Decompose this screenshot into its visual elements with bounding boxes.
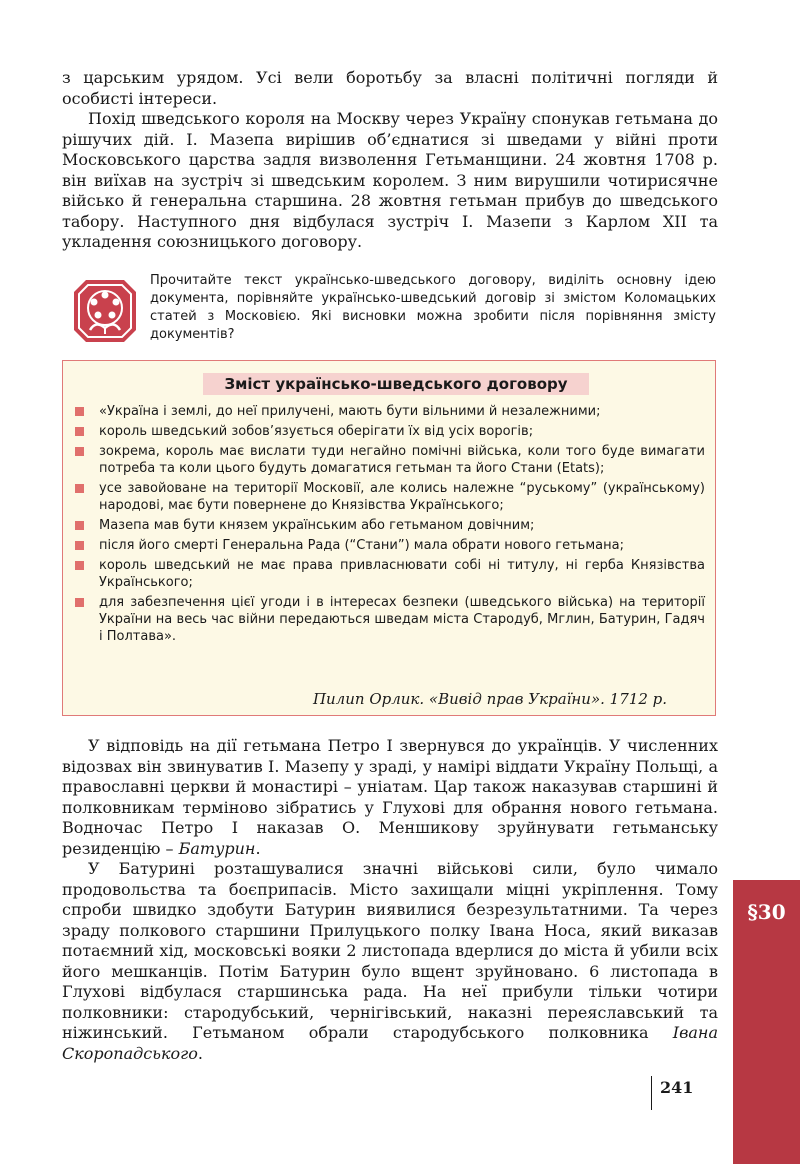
treaty-list: [75, 403, 705, 648]
divider: [651, 1076, 652, 1110]
treaty-box: [62, 360, 716, 716]
list-item: зокрема, король має вислати туди негайно помічні війська, коли того буде вимагати потреба та коли цього будуть домагатися гетьман та його Стани (Etats);: [75, 443, 705, 477]
paragraph: Похід шведського короля на Москву через Україну спонукав гетьмана до рішучих дій. І. Мазепа вирішив об’єднатися зі шведами у війні проти Московського царства задля визволення Гетьманщини. 24 жовтня 1708 р. він виїхав на зустріч зі шведським королем. З ним вирушили чотирисячне військо й генеральна старшина. 28 жовтня гетьман прибув до шведського табору. Наступного дня відбулася зустріч І. Мазепи з Карлом XII та укладення союзницького договору.: [62, 109, 718, 251]
list-item: усе завойоване на території Московії, але колись належне “руському” (українському) народові, має бути повернене до Князівства Українського;: [75, 480, 705, 514]
section-label: §30: [747, 900, 786, 924]
list-item: король шведський зобов’язується оберігати їх від усіх ворогів;: [75, 423, 705, 440]
bullet-icon: [75, 521, 84, 530]
bullet-icon: [75, 598, 84, 607]
paragraph: з царським урядом. Усі вели боротьбу за власні політичні погляди й особисті інтереси.: [62, 68, 718, 108]
page-number: 241: [660, 1078, 694, 1097]
bullet-icon: [75, 407, 84, 416]
reading-task-icon: [72, 278, 138, 344]
list-item: після його смерті Генеральна Рада (“Стани”) мала обрати нового гетьмана;: [75, 537, 705, 554]
list-item: «Україна і землі, до неї прилучені, мають бути вільними й незалежними;: [75, 403, 705, 420]
paragraph: У відповідь на дії гетьмана Петро І звернувся до українців. У численних відозвах він звинуватив І. Мазепу у зраді, у намірі віддати Україну Польщі, а православні церкви й монастирі – уніатам. Цар також наказував старшині й полковникам терміново зібратись у Глухові для обрання нового гетьмана. Водночас Петро І наказав О. Меншикову зруйнувати гетьманську резиденцію – Батурин.: [62, 736, 718, 858]
section-tab: [733, 880, 800, 1164]
bullet-icon: [75, 447, 84, 456]
intro-text: [62, 68, 718, 253]
list-item: король шведський не має права привласнювати собі ні титулу, ні герба Князівства Українського;: [75, 557, 705, 591]
task-text: Прочитайте текст українсько-шведського договору, виділіть основну ідею документа, порівняйте українсько-шведський договір зі змістом Коломацьких статей з Московією. Які висновки можна зробити після порівняння змісту документів?: [150, 273, 716, 342]
paragraph: У Батурині розташувалися значні військові сили, було чимало продовольства та боєприпасів. Місто захищали міцні укріплення. Тому спроби швидко здобути Батурин виявилися безрезультатними. Та через зраду полкового старшини Прилуцького полку Івана Носа, який виказав потаємний хід, московські вояки 2 листопада вдерлися до міста й убили всіх його мешканців. Потім Батурин було вщент зруйновано. 6 листопада в Глухові відбулася старшинська рада. На неї прибули тільки чотири полковники: стародубський, чернігівський, наказні переяславський та ніжинський. Гетьманом обрали стародубського полковника Івана Скоропадського.: [62, 859, 718, 1063]
main-text: [62, 736, 718, 1064]
list-item: для забезпечення цієї угоди і в інтересах безпеки (шведського війська) на території України на весь час війни передаються шведам міста Стародуб, Мглин, Батурин, Гадяч і Полтава».: [75, 594, 705, 645]
bullet-icon: [75, 427, 84, 436]
bullet-icon: [75, 484, 84, 493]
bullet-icon: [75, 541, 84, 550]
treaty-source: Пилип Орлик. «Вивід прав України». 1712 р.: [312, 690, 667, 708]
treaty-title: Зміст українсько-шведського договору: [203, 373, 589, 395]
bullet-icon: [75, 561, 84, 570]
list-item: Мазепа мав бути князем українським або гетьманом довічним;: [75, 517, 705, 534]
task-block: [62, 272, 718, 352]
